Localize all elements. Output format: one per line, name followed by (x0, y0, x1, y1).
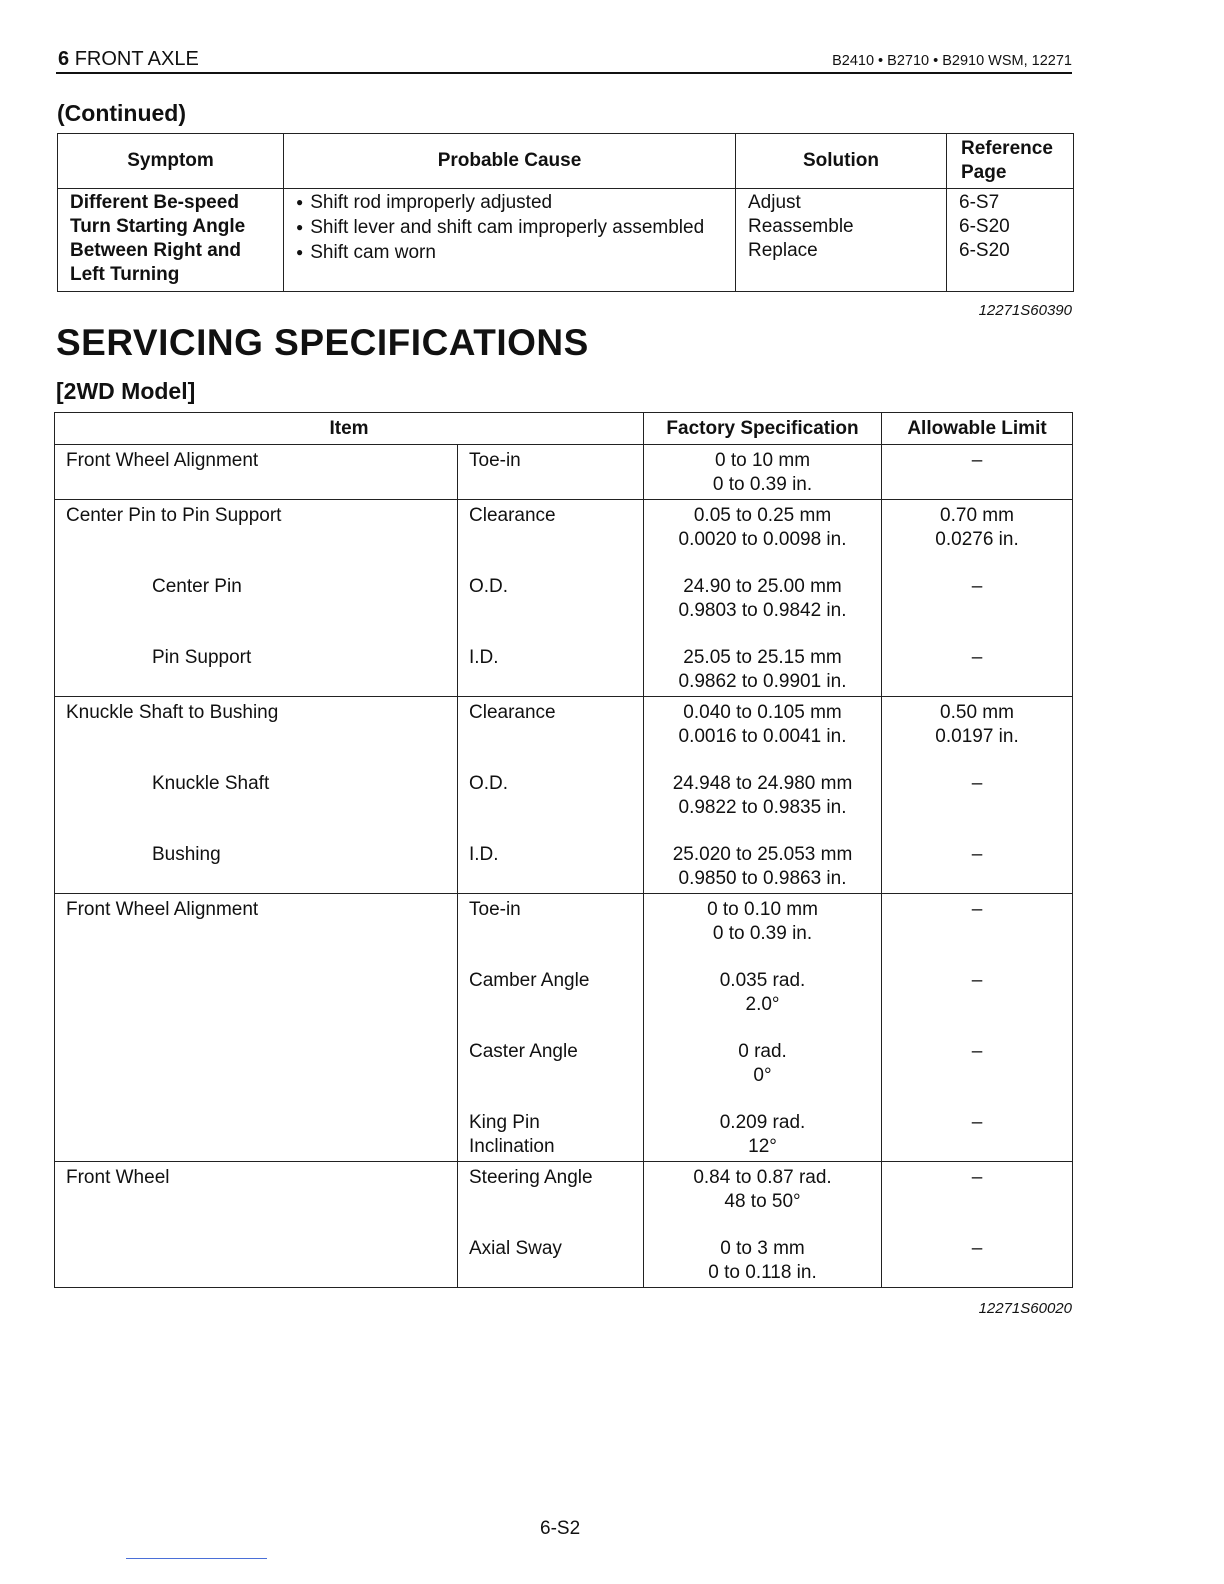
allowable-limit-value: – (971, 1112, 983, 1133)
spec-item-label (66, 1107, 457, 1161)
allowable-limit-value: – (971, 773, 983, 794)
reference-cell: 6-S7 6-S20 6-S20 (947, 189, 1074, 292)
spec-item-label (66, 1233, 457, 1287)
solution-cell: Adjust Reassemble Replace (736, 189, 947, 292)
bottom-rule (126, 1558, 267, 1559)
cause-item: ● Shift rod improperly adjusted (296, 191, 735, 216)
factory-spec-value: 0 to 3 mm 0 to 0.118 in. (708, 1238, 817, 1283)
allowable-limit-value: – (971, 450, 983, 471)
allowable-limit-value: 0.70 mm 0.0276 in. (935, 505, 1019, 550)
spec-item-label: Pin Support (152, 647, 252, 668)
allowable-limit-cell (882, 500, 1073, 697)
spec-item-label: Front Wheel (66, 1167, 170, 1188)
solution-header: Solution (736, 134, 947, 189)
factory-spec-cell (644, 445, 882, 500)
spec-item-label: Front Wheel Alignment (66, 450, 259, 471)
item-cell (55, 500, 458, 697)
item-header: Item (55, 413, 644, 445)
factory-spec-cell (644, 697, 882, 894)
spec-subitem-label: Clearance (469, 702, 556, 723)
factory-spec-value: 0.84 to 0.87 rad. 48 to 50° (693, 1167, 832, 1212)
spec-group-row (55, 445, 1073, 500)
allowable-limit-value: – (971, 576, 983, 597)
item-cell (55, 445, 458, 500)
subitem-cell (458, 500, 644, 697)
page-header (56, 48, 1072, 74)
chapter-title: FRONT AXLE (74, 48, 199, 70)
spec-subitem-label: O.D. (469, 576, 509, 597)
chapter-number: 6 (58, 48, 70, 70)
allowable-limit-value: 0.50 mm 0.0197 in. (935, 702, 1019, 747)
spec-subitem-label: O.D. (469, 773, 509, 794)
symptom-header: Symptom (58, 134, 284, 189)
subitem-cell (458, 894, 644, 1162)
spec-subitem-label: King Pin Inclination (469, 1112, 555, 1157)
spec-group-row (55, 697, 1073, 894)
reference-code: 12271S60020 (978, 1300, 1072, 1317)
spec-subitem-label: Toe-in (469, 450, 521, 471)
limit-header: Allowable Limit (882, 413, 1073, 445)
cause-item: ● Shift cam worn (296, 241, 735, 266)
factory-spec-value: 24.90 to 25.00 mm 0.9803 to 0.9842 in. (678, 576, 847, 621)
allowable-limit-cell (882, 697, 1073, 894)
spec-subitem-label: Clearance (469, 505, 556, 526)
factory-spec-value: 0 rad. 0° (738, 1041, 787, 1086)
spec-item-label (66, 1036, 457, 1107)
spec-subitem-label: Steering Angle (469, 1167, 593, 1188)
subitem-cell (458, 697, 644, 894)
factory-spec-value: 0.035 rad. 2.0° (719, 970, 806, 1015)
factory-spec-value: 0.05 to 0.25 mm 0.0020 to 0.0098 in. (678, 505, 847, 550)
spec-subitem-label: Axial Sway (469, 1238, 562, 1259)
factory-spec-value: 0.209 rad. 12° (719, 1112, 806, 1157)
factory-spec-cell (644, 500, 882, 697)
factory-spec-value: 25.020 to 25.053 mm 0.9850 to 0.9863 in. (672, 844, 853, 889)
subitem-cell (458, 1162, 644, 1288)
allowable-limit-value: – (971, 1238, 983, 1259)
factory-spec-value: 0 to 0.10 mm 0 to 0.39 in. (707, 899, 818, 944)
spec-group-row (55, 500, 1073, 697)
factory-header: Factory Specification (644, 413, 882, 445)
item-cell (55, 1162, 458, 1288)
page-number: 6-S2 (540, 1518, 581, 1539)
spec-item-label (66, 965, 457, 1036)
section-title: SERVICING SPECIFICATIONS (56, 322, 589, 363)
reference-header: Reference Page (947, 134, 1074, 189)
allowable-limit-value: – (971, 844, 983, 865)
spec-subitem-label: Camber Angle (469, 970, 590, 991)
spec-item-label: Front Wheel Alignment (66, 899, 259, 920)
cause-cell (284, 189, 736, 292)
factory-spec-cell (644, 1162, 882, 1288)
allowable-limit-cell (882, 1162, 1073, 1288)
chapter-heading (58, 48, 199, 71)
troubleshooting-table (57, 133, 1074, 292)
model-label: [2WD Model] (56, 378, 196, 404)
spec-subitem-label: I.D. (469, 647, 499, 668)
factory-spec-value: 0.040 to 0.105 mm 0.0016 to 0.0041 in. (678, 702, 847, 747)
spec-group-row (55, 894, 1073, 1162)
factory-spec-value: 25.05 to 25.15 mm 0.9862 to 0.9901 in. (678, 647, 847, 692)
spec-item-label: Center Pin (152, 576, 242, 597)
factory-spec-value: 24.948 to 24.980 mm 0.9822 to 0.9835 in. (672, 773, 853, 818)
subitem-cell (458, 445, 644, 500)
spec-subitem-label: Toe-in (469, 899, 521, 920)
symptom-cell: Different Be-speed Turn Starting Angle Between Right and Left Turning (58, 189, 284, 292)
spec-item-label: Knuckle Shaft (152, 773, 270, 794)
item-cell (55, 697, 458, 894)
item-cell (55, 894, 458, 1162)
allowable-limit-value: – (971, 1167, 983, 1188)
allowable-limit-value: – (971, 1041, 983, 1062)
allowable-limit-value: – (971, 647, 983, 668)
spec-group-row (55, 1162, 1073, 1288)
spec-table (54, 412, 1073, 1288)
continued-label: (Continued) (57, 100, 187, 126)
factory-spec-value: 0 to 10 mm 0 to 0.39 in. (712, 450, 813, 495)
factory-spec-cell (644, 894, 882, 1162)
allowable-limit-cell (882, 894, 1073, 1162)
spec-subitem-label: Caster Angle (469, 1041, 578, 1062)
allowable-limit-cell (882, 445, 1073, 500)
cause-header: Probable Cause (284, 134, 736, 189)
spec-subitem-label: I.D. (469, 844, 499, 865)
spec-item-label: Knuckle Shaft to Bushing (66, 702, 279, 723)
reference-code: 12271S60390 (978, 302, 1072, 319)
allowable-limit-value: – (971, 970, 983, 991)
spec-item-label: Center Pin to Pin Support (66, 505, 282, 526)
spec-item-label: Bushing (152, 844, 221, 865)
allowable-limit-value: – (971, 899, 983, 920)
cause-item: ● Shift lever and shift cam improperly assembled (296, 216, 735, 241)
manual-id: B2410 • B2710 • B2910 WSM, 12271 (832, 53, 1072, 69)
